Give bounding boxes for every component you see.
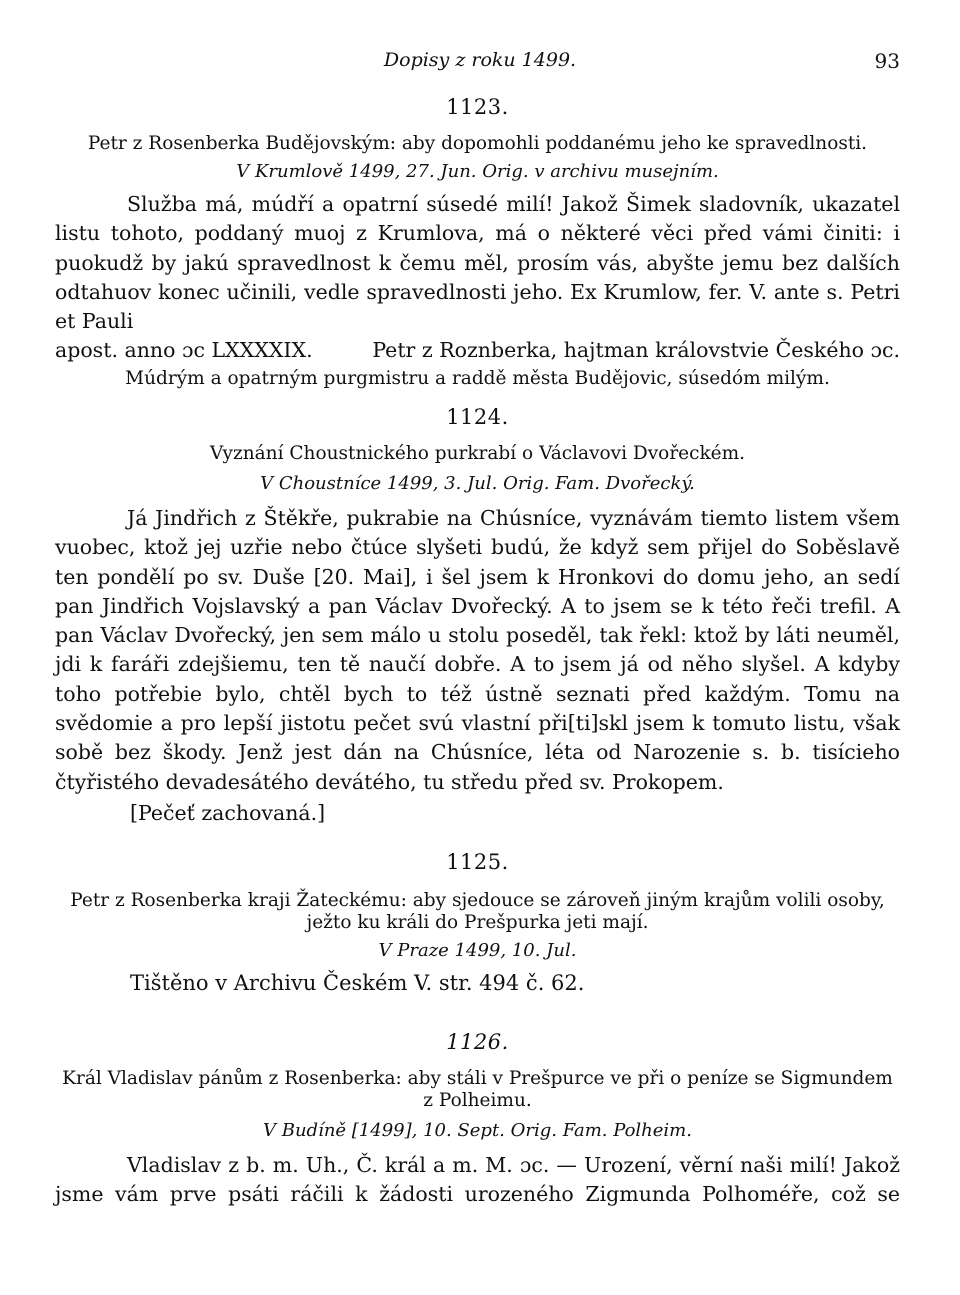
entry-body <box>55 190 900 366</box>
letter-text: Já Jindřich z Štěkře, pukrabie na Chúsníce, vyznávám tiemto listem všem vuobec, ktož jej uzřie nebo čtúce slyšeti budú, že když sem přijel do Soběslavě ten pondělí po sv. Duše [20. Mai], i šel jsem k Hronkovi do domu jeho, an sedí pan Jindřich Vojslavský a pan Václav Dvořecký. A to jsem se k této řeči trefil. A pan Václav Dvořecký, jen sem málo u stolu poseděl, tak řekl: ktož by láti neuměl, jdi k faráři zdejšiemu, ten tě naučí dobře. A to jsem já od něho slyšel. A kdyby toho potřebie bylo, chtěl bych to též ústně seznati před každým. Tomu na svědomie a pro lepší jistotu pečet svú vlastní při[ti]skl jsem k tomuto listu, však sobě bez škody. Jenž jest dán na Chúsníce, léta od Narozenie s. b. tisícieho čtyřistého devadesátého devátého, tu středu před sv. Prokopem. <box>55 506 900 794</box>
letter-text: Vladislav z b. m. Uh., Č. král a m. M. ɔc. — Urození, věrní naši milí! Jakož jsme vám prve psáti ráčili k žádosti urozeného Zigmunda Polhoméře, což se <box>55 1153 900 1207</box>
entry-date: V Budíně [1499], 10. Sept. Orig. Fam. Polheim. <box>263 1120 692 1141</box>
entry-regest: Král Vladislav pánům z Rosenberka: aby stáli v Prešpurce ve při o peníze se Sigmundem z Polheimu. <box>62 1068 893 1111</box>
entry-date: V Praze 1499, 10. Jul. <box>378 940 577 961</box>
closing-row <box>55 336 900 365</box>
entry-body <box>55 504 900 797</box>
seal-note: [Pečeť zachovaná.] <box>130 800 326 825</box>
entry-number: 1124. <box>446 405 509 429</box>
entry-1124 <box>55 405 900 825</box>
entry-number: 1126. <box>446 1030 509 1054</box>
page-number: 93 <box>874 49 900 73</box>
print-reference: Tištěno v Archivu Českém V. str. 494 č. 62. <box>130 971 585 995</box>
entry-number: 1123. <box>446 95 509 119</box>
entry-1126 <box>55 1030 900 1210</box>
entry-1123 <box>55 95 900 389</box>
entry-body <box>55 1151 900 1210</box>
entry-regest: Petr z Rosenberka Budějovským: aby dopomohli poddanému jeho ke spravedlnosti. <box>87 133 868 154</box>
letter-text: Služba má, múdří a opatrní súsedé milí! Jakož Šimek sladovník, ukazatel listu tohoto, poddaný muoj z Krumlova, má o některé věci před vámi činiti: i puokudž by jakú spravedlnost k čemu měl, prosím vás, abyšte jemu bez dalších odtahuov konec učinili, vedle spravedlnosti jeho. Ex Krumlow, fer. V. ante s. Petri et Pauli <box>55 192 900 334</box>
letter-signer: Petr z Roznberka, hajtman královstvie Českého ɔc. <box>372 338 900 363</box>
running-title: Dopisy z roku 1499. <box>383 49 577 71</box>
entry-regest: Petr z Rosenberka kraji Žateckému: aby sjedouce se zároveň jiným krajům volili osoby, ježto ku králi do Prešpurka jeti mají. <box>70 890 885 933</box>
entry-number: 1125. <box>446 850 509 874</box>
entry-date: V Choustníce 1499, 3. Jul. Orig. Fam. Dvořecký. <box>260 473 695 494</box>
letter-address: Múdrým a opatrným purgmistru a raddě města Budějovic, súsedóm milým. <box>125 367 830 389</box>
entry-date: V Krumlově 1499, 27. Jun. Orig. v archivu musejním. <box>236 161 719 182</box>
letter-closing: apost. anno ɔc LXXXXIX. <box>55 338 313 363</box>
entry-1125 <box>55 850 900 995</box>
entry-regest: Vyznání Choustnického purkrabí o Václavovi Dvořeckém. <box>209 443 746 464</box>
page-header <box>0 49 960 79</box>
